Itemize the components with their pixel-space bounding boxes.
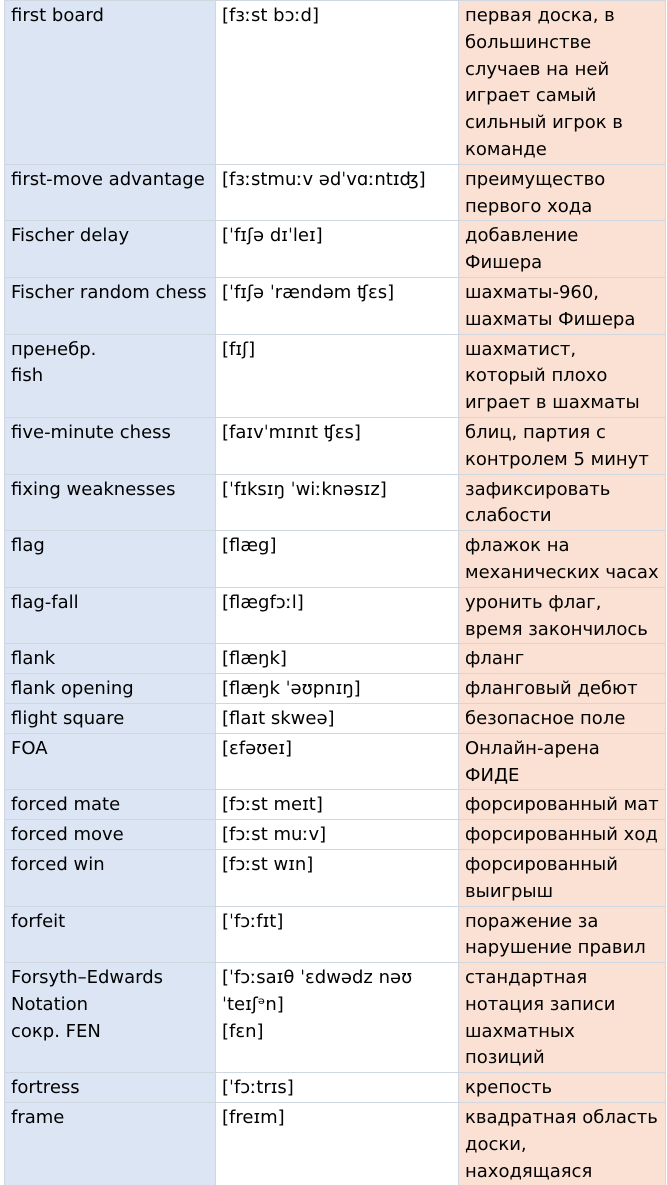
pronunciation-cell: [flæg]	[216, 531, 459, 588]
pronunciation-cell: [fɔːst muːv]	[216, 820, 459, 850]
pronunciation-cell: [ˈfɔːsaɪθ ˈɛdwədz nəʊˈteɪʃᵊn] [fɛn]	[216, 963, 459, 1073]
translation-cell: фланговый дебют	[459, 674, 666, 704]
table-row	[5, 820, 666, 850]
translation-cell: Онлайн-арена ФИДЕ	[459, 733, 666, 790]
table-row	[5, 674, 666, 704]
table-row	[5, 1073, 666, 1103]
translation-cell: безопасное поле	[459, 703, 666, 733]
glossary-body	[5, 1, 666, 1185]
translation-cell: блиц, партия с контролем 5 минут	[459, 417, 666, 474]
table-row	[5, 1, 666, 165]
term-cell: Fischer delay	[5, 221, 216, 278]
term-cell: Fischer random chess	[5, 277, 216, 334]
term-cell: fixing weaknesses	[5, 474, 216, 531]
term-cell: Forsyth–Edwards Notation сокр. FEN	[5, 963, 216, 1073]
term-cell: flank	[5, 644, 216, 674]
pronunciation-cell: [fɔːst wɪn]	[216, 849, 459, 906]
term-cell: fortress	[5, 1073, 216, 1103]
translation-cell: форсированный ход	[459, 820, 666, 850]
term-cell: FOA	[5, 733, 216, 790]
term-cell: пренебр. fish	[5, 334, 216, 417]
pronunciation-cell: [fɔːst meɪt]	[216, 790, 459, 820]
translation-cell: зафиксировать слабости	[459, 474, 666, 531]
term-cell: flight square	[5, 703, 216, 733]
table-row	[5, 703, 666, 733]
pronunciation-cell: [ɛfəʊeɪ]	[216, 733, 459, 790]
translation-cell: фланг	[459, 644, 666, 674]
table-row	[5, 1103, 666, 1185]
pronunciation-cell: [fɜːst bɔːd]	[216, 1, 459, 165]
translation-cell: стандартная нотация записи шахматных позиций	[459, 963, 666, 1073]
pronunciation-cell: [ˈfɔːtrɪs]	[216, 1073, 459, 1103]
term-cell: forced move	[5, 820, 216, 850]
translation-cell: форсированный мат	[459, 790, 666, 820]
table-row	[5, 474, 666, 531]
table-row	[5, 587, 666, 644]
table-row	[5, 849, 666, 906]
translation-cell: шахматы-960, шахматы Фишера	[459, 277, 666, 334]
table-row	[5, 906, 666, 963]
pronunciation-cell: [ˈfɪʃə ˈrændəm ʧɛs]	[216, 277, 459, 334]
table-row	[5, 164, 666, 221]
translation-cell: поражение за нарушение правил	[459, 906, 666, 963]
translation-cell: форсированный выигрыш	[459, 849, 666, 906]
term-cell: flag-fall	[5, 587, 216, 644]
table-row	[5, 417, 666, 474]
translation-cell: преимущество первого хода	[459, 164, 666, 221]
translation-cell: квадратная область доски, находящаяся	[459, 1103, 666, 1185]
pronunciation-cell: [flæŋk ˈəʊpnɪŋ]	[216, 674, 459, 704]
term-cell: first-move advantage	[5, 164, 216, 221]
pronunciation-cell: [fɪʃ]	[216, 334, 459, 417]
glossary-table	[4, 0, 666, 1185]
table-row	[5, 644, 666, 674]
pronunciation-cell: [flaɪt skweə]	[216, 703, 459, 733]
table-row	[5, 733, 666, 790]
term-cell: five-minute chess	[5, 417, 216, 474]
translation-cell: уронить флаг, время закончилось	[459, 587, 666, 644]
pronunciation-cell: [flægfɔːl]	[216, 587, 459, 644]
table-row	[5, 277, 666, 334]
translation-cell: добавление Фишера	[459, 221, 666, 278]
pronunciation-cell: [ˈfɪʃə dɪˈleɪ]	[216, 221, 459, 278]
table-row	[5, 334, 666, 417]
translation-cell: шахматист, который плохо играет в шахматы	[459, 334, 666, 417]
term-cell: flag	[5, 531, 216, 588]
term-cell: frame	[5, 1103, 216, 1185]
pronunciation-cell: [ˈfɪksɪŋ ˈwiːknəsɪz]	[216, 474, 459, 531]
term-cell: forced win	[5, 849, 216, 906]
translation-cell: первая доска, в большинстве случаев на ней играет самый сильный игрок в команде	[459, 1, 666, 165]
pronunciation-cell: [flæŋk]	[216, 644, 459, 674]
term-cell: forfeit	[5, 906, 216, 963]
pronunciation-cell: [freɪm]	[216, 1103, 459, 1185]
table-row	[5, 963, 666, 1073]
table-row	[5, 221, 666, 278]
term-cell: flank opening	[5, 674, 216, 704]
translation-cell: флажок на механических часах	[459, 531, 666, 588]
pronunciation-cell: [ˈfɔːfɪt]	[216, 906, 459, 963]
table-row	[5, 790, 666, 820]
term-cell: forced mate	[5, 790, 216, 820]
table-row	[5, 531, 666, 588]
pronunciation-cell: [faɪvˈmɪnɪt ʧɛs]	[216, 417, 459, 474]
translation-cell: крепость	[459, 1073, 666, 1103]
pronunciation-cell: [fɜːstmuːv ədˈvɑːntɪʤ]	[216, 164, 459, 221]
term-cell: first board	[5, 1, 216, 165]
